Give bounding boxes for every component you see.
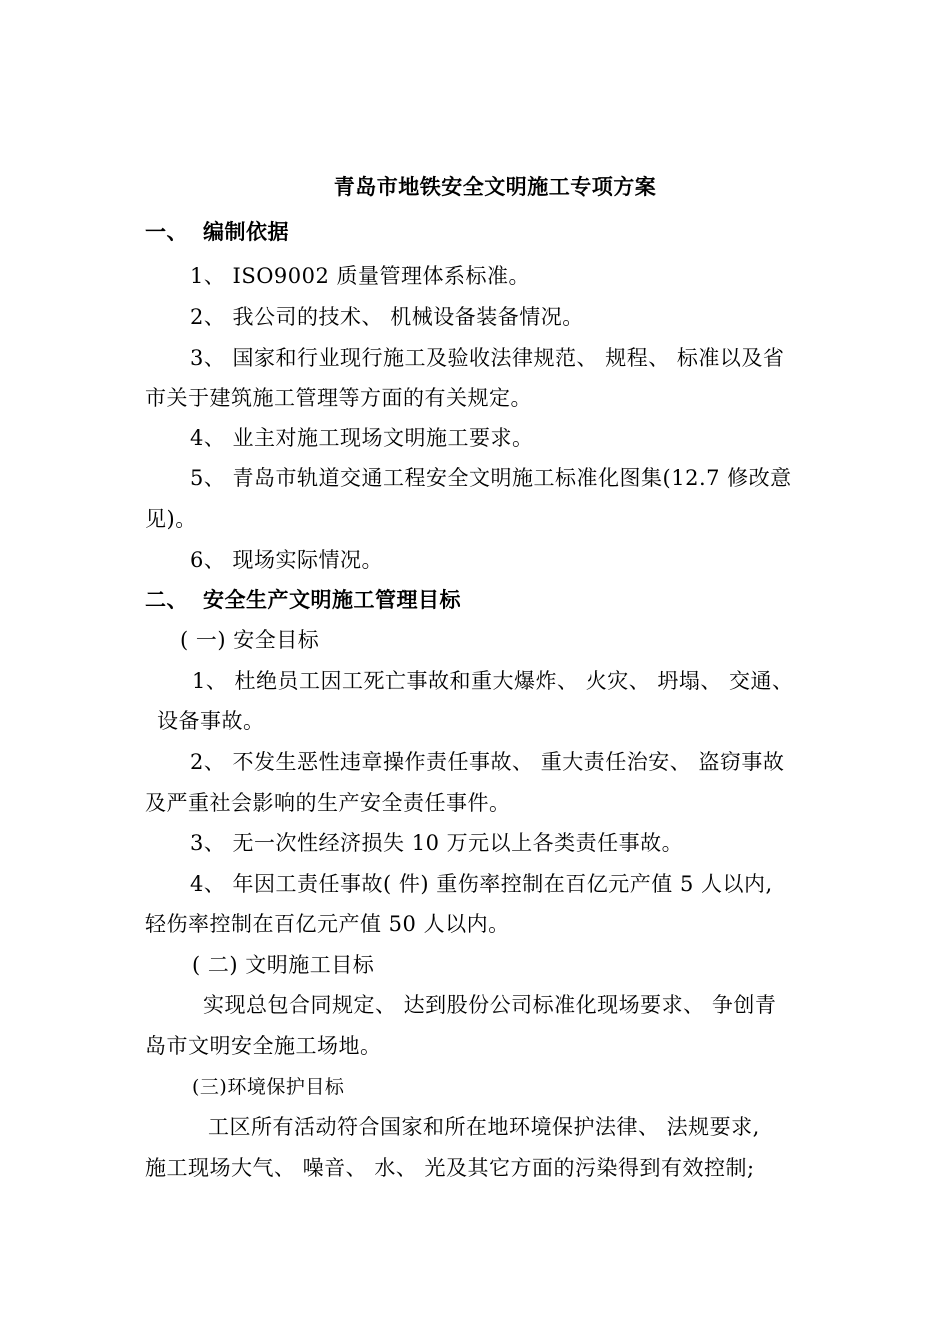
document-title: 青岛市地铁安全文明施工专项方案 [333,175,657,199]
safety-line-5: 3、 无一次性经济损失 10 万元以上各类责任事故。 [190,831,684,855]
section-title-1: 编制依据 [203,220,289,244]
section-number-1: 一、 [145,220,188,244]
safety-line-7: 轻伤率控制在百亿元产值 50 人以内。 [145,912,510,936]
civilized-line-1: 实现总包合同规定、 达到股份公司标准化现场要求、 争创青 [203,993,777,1017]
basis-item-1: 1、 ISO9002 质量管理体系标准。 [190,264,531,288]
safety-line-1: 1、 杜绝员工因工死亡事故和重大爆炸、 火灾、 坍塌、 交通、 [192,669,794,693]
safety-line-3: 2、 不发生恶性违章操作责任事故、 重大责任治安、 盗窃事故 [190,750,785,774]
basis-item-4: 4、 业主对施工现场文明施工要求。 [190,426,534,450]
subsection-heading-safety: ( 一) 安全目标 [180,628,320,652]
basis-item-3-cont: 市关于建筑施工管理等方面的有关规定。 [145,386,532,410]
section-heading-1 [145,218,289,246]
safety-line-6: 4、 年因工责任事故( 件) 重伤率控制在百亿元产值 5 人以内, [190,872,773,896]
section-title-2: 安全生产文明施工管理目标 [203,588,461,612]
civilized-line-2: 岛市文明安全施工场地。 [145,1034,382,1058]
environment-line-1: 工区所有活动符合国家和所在地环境保护法律、 法规要求, [208,1115,760,1139]
environment-line-2: 施工现场大气、 噪音、 水、 光及其它方面的污染得到有效控制; [145,1156,755,1180]
subsection-heading-civilized: ( 二) 文明施工目标 [192,953,375,977]
safety-line-4: 及严重社会影响的生产安全责任事件。 [145,791,511,815]
safety-line-2: 设备事故。 [157,709,265,733]
basis-item-6: 6、 现场实际情况。 [190,548,384,572]
basis-item-5-cont: 见)。 [145,507,197,531]
subsection-heading-environment: (三)环境保护目标 [192,1076,345,1098]
basis-item-5: 5、 青岛市轨道交通工程安全文明施工标准化图集(12.7 修改意 [190,466,792,490]
basis-item-2: 2、 我公司的技术、 机械设备装备情况。 [190,305,584,329]
section-heading-2 [145,586,461,614]
section-number-2: 二、 [145,588,188,612]
basis-item-3: 3、 国家和行业现行施工及验收法律规范、 规程、 标准以及省 [190,346,785,370]
